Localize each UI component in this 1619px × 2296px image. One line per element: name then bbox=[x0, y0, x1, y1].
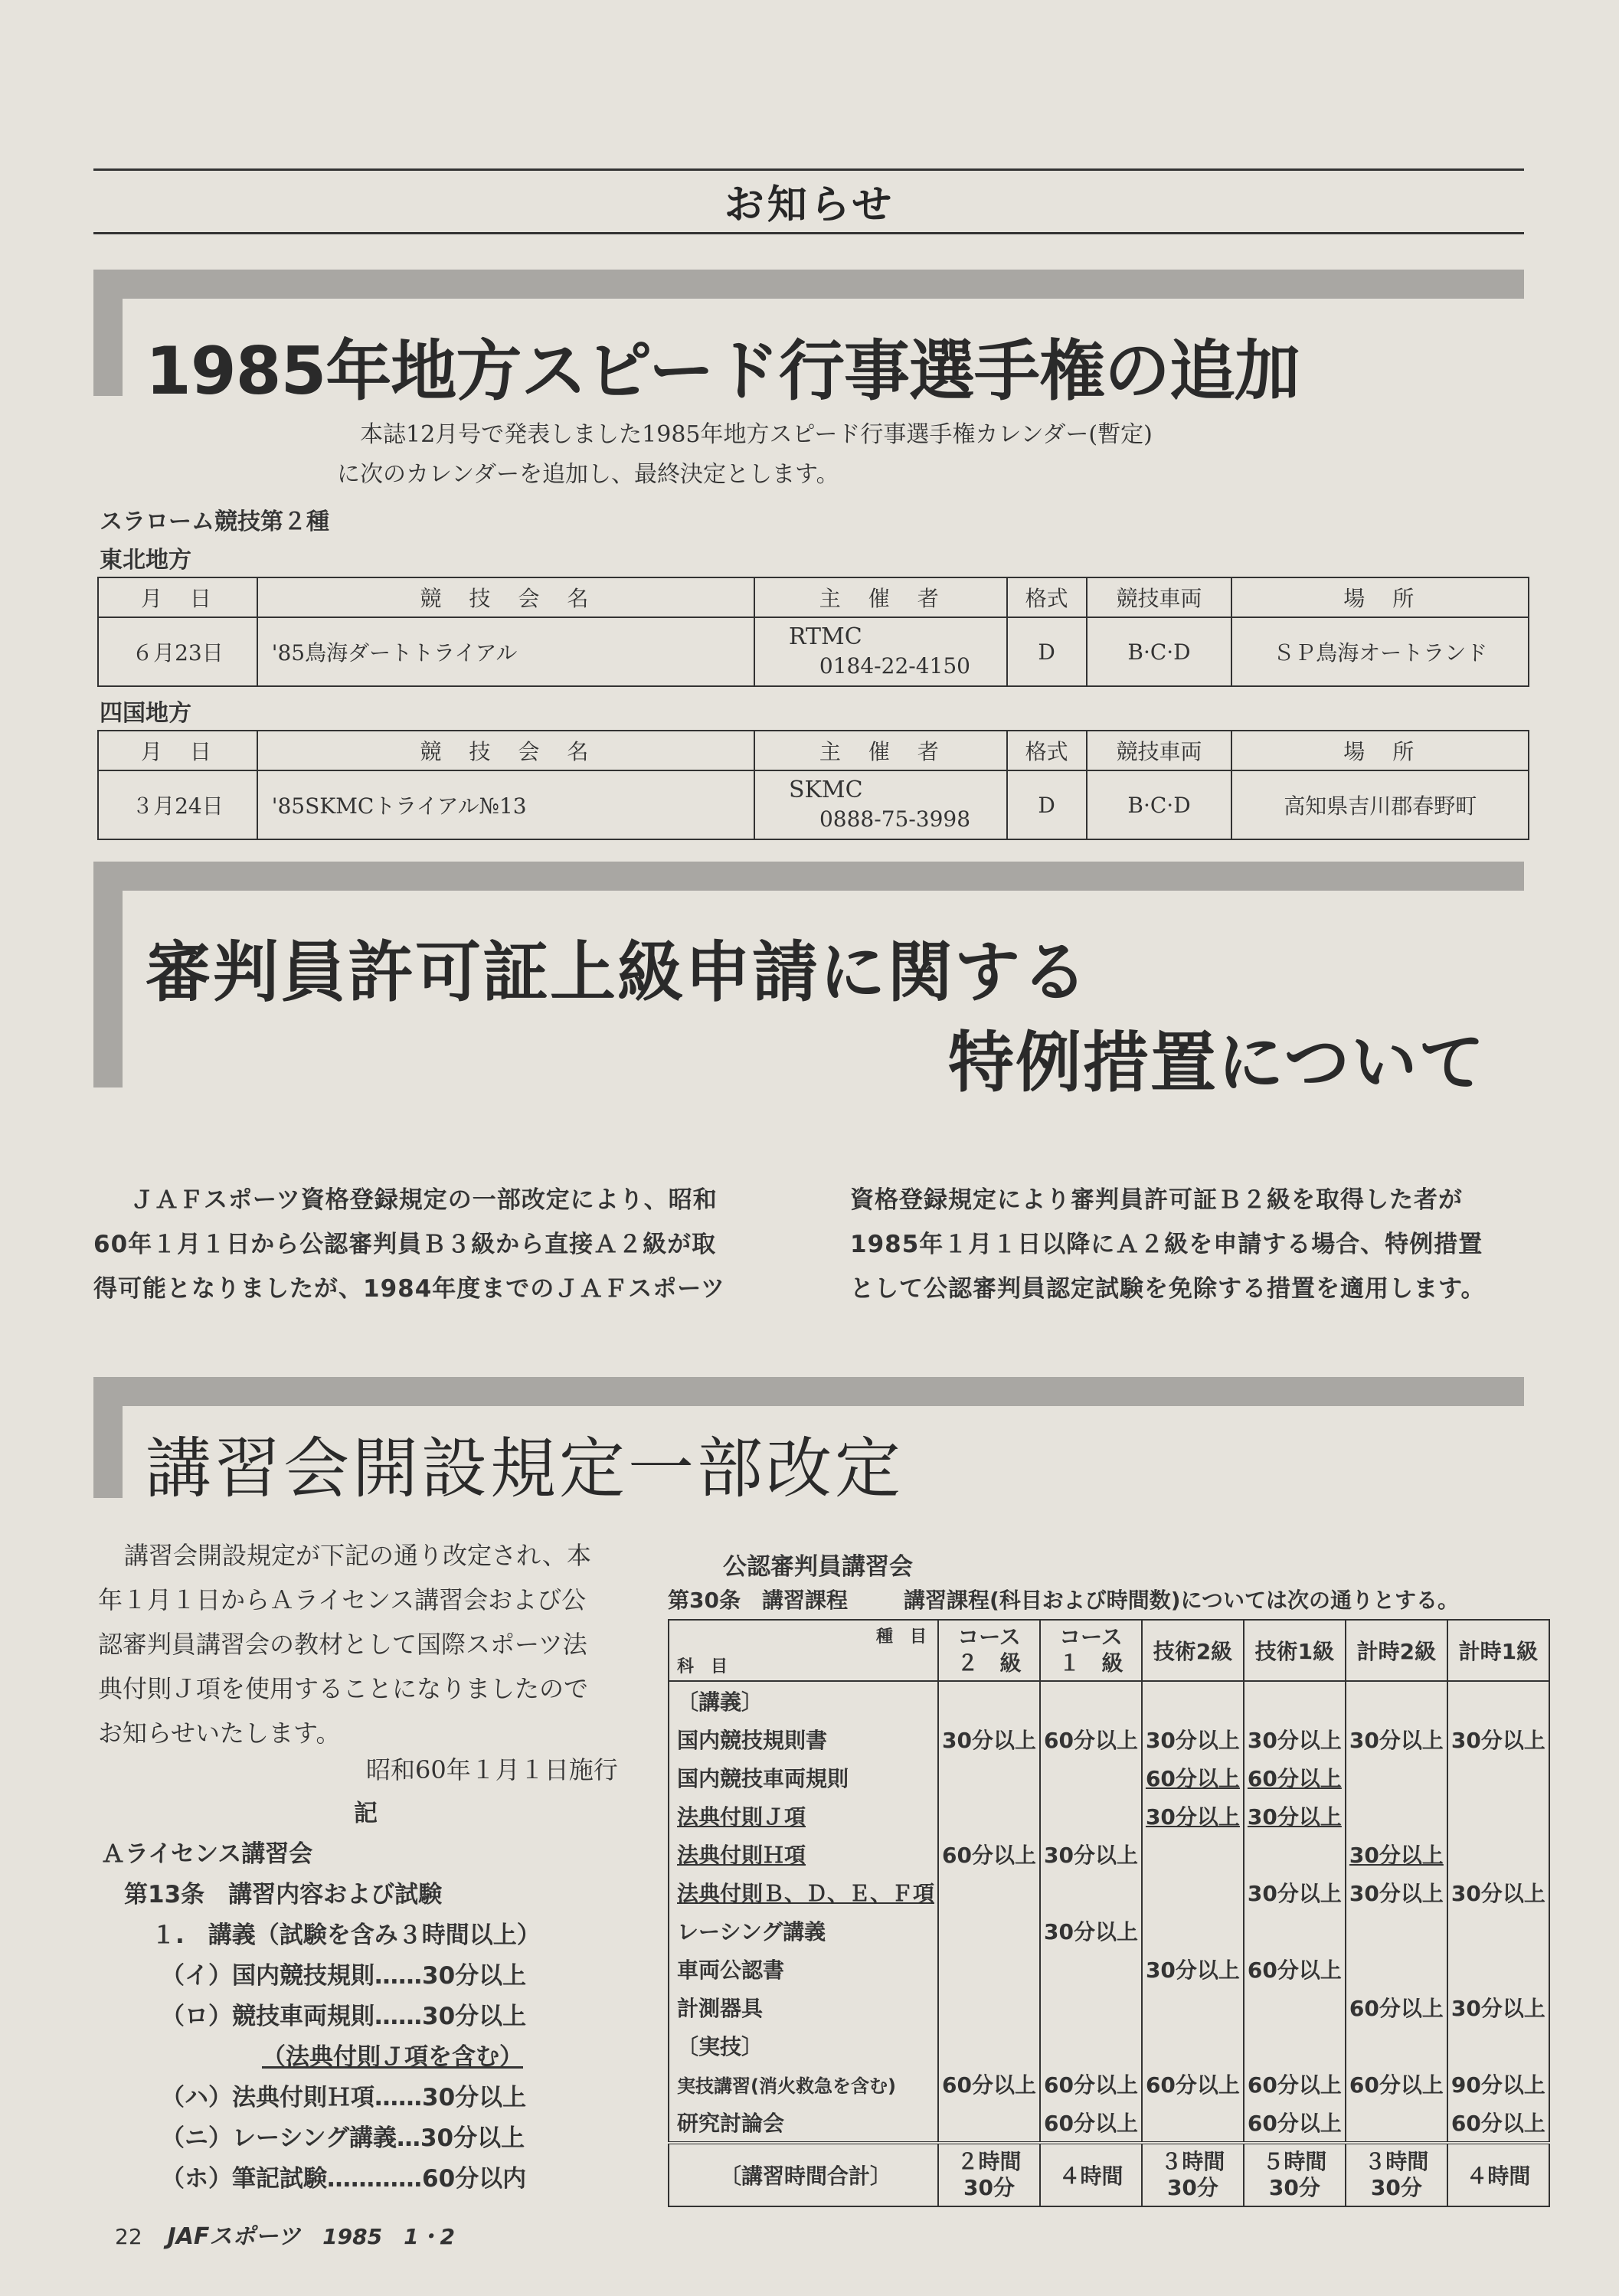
total-row bbox=[669, 2143, 1549, 2206]
cell-org bbox=[754, 770, 1007, 839]
row-cell: 30分以上 bbox=[1447, 1720, 1549, 1758]
table-row bbox=[98, 617, 1529, 686]
table-header-row bbox=[669, 1620, 1549, 1681]
tohoku-label: 東北地方 bbox=[100, 547, 191, 574]
col-grade: 格式 bbox=[1007, 731, 1087, 770]
table-row bbox=[669, 1797, 1549, 1835]
a-license-title: Ａライセンス講習会 bbox=[101, 1840, 313, 1868]
total-cell: ４時間 bbox=[1447, 2143, 1549, 2206]
hdr-course2: コース ２ 級 bbox=[938, 1620, 1040, 1681]
body-line-2: 年１月１日からＡライセンス講習会および公 bbox=[98, 1585, 587, 1614]
section1-intro bbox=[337, 415, 1153, 495]
banner-bar bbox=[93, 862, 1524, 891]
row-cell bbox=[1040, 1873, 1142, 1912]
row-cell bbox=[1447, 1758, 1549, 1797]
row-cell: 30分以上 bbox=[1142, 1720, 1244, 1758]
page-number: 22 bbox=[115, 2224, 142, 2249]
page-header: お知らせ bbox=[724, 182, 895, 228]
table-row bbox=[669, 1835, 1549, 1873]
table-header-row bbox=[98, 731, 1529, 770]
sub-ro-note: （法典付則Ｊ項を含む） bbox=[262, 2043, 523, 2071]
row-cell bbox=[938, 1950, 1040, 1988]
row-cell bbox=[1447, 1912, 1549, 1950]
row-cell: 30分以上 bbox=[1244, 1873, 1346, 1912]
section2-left-text bbox=[93, 1178, 726, 1311]
org-name: SKMC bbox=[788, 777, 863, 803]
judge-title: 公認審判員講習会 bbox=[723, 1553, 913, 1581]
org-name: RTMC bbox=[788, 623, 862, 650]
judge-course-table bbox=[668, 1619, 1550, 2207]
org-tel: 0184-22-4150 bbox=[819, 653, 970, 679]
row-cell: 30分以上 bbox=[1040, 1835, 1142, 1873]
table-row bbox=[669, 1681, 1549, 1720]
row-cell bbox=[1142, 1988, 1244, 2026]
row-cell: 60分以上 bbox=[1244, 1950, 1346, 1988]
table-row bbox=[669, 2103, 1549, 2143]
row-cell bbox=[1244, 2026, 1346, 2065]
table-row bbox=[669, 2065, 1549, 2103]
row-cell bbox=[1040, 1988, 1142, 2026]
row-cell: 60分以上 bbox=[1346, 2065, 1447, 2103]
cell-place: ＳＰ鳥海オートランド bbox=[1231, 617, 1529, 686]
total-cell: ５時間 30分 bbox=[1244, 2143, 1346, 2206]
row-cell: 60分以上 bbox=[1244, 2103, 1346, 2143]
col-place: 場 所 bbox=[1231, 577, 1529, 617]
corner-cell bbox=[669, 1620, 938, 1681]
row-cell: 60分以上 bbox=[938, 1835, 1040, 1873]
row-cell bbox=[1447, 2026, 1549, 2065]
left-line-3: 得可能となりましたが、1984年度までのＪＡＦスポーツ bbox=[93, 1275, 726, 1303]
col-date: 月 日 bbox=[98, 577, 257, 617]
section3-body bbox=[98, 1533, 591, 1755]
row-cell: 60分以上 bbox=[1244, 1758, 1346, 1797]
sub-ha: （ハ）法典付則Ｈ項……30分以上 bbox=[161, 2084, 527, 2111]
row-cell bbox=[1346, 2103, 1447, 2143]
row-cell bbox=[1346, 1912, 1447, 1950]
row-label: 国内競技車両規則 bbox=[677, 1766, 849, 1791]
row-cell bbox=[1244, 1681, 1346, 1720]
sub-i: （イ）国内競技規則……30分以上 bbox=[161, 1962, 527, 1990]
row-cell bbox=[938, 1988, 1040, 2026]
col-date: 月 日 bbox=[98, 731, 257, 770]
row-label: 国内競技規則書 bbox=[677, 1728, 828, 1753]
row-cell bbox=[1142, 2103, 1244, 2143]
cell-name: '85SKMCトライアル№13 bbox=[257, 770, 754, 839]
section2-title-line1: 審判員許可証上級申請に関する bbox=[146, 934, 1089, 1011]
table-row bbox=[669, 1912, 1549, 1950]
row-cell: 60分以上 bbox=[1040, 2103, 1142, 2143]
row-cell bbox=[1346, 1950, 1447, 1988]
row-cell bbox=[938, 1681, 1040, 1720]
row-label: 法典付則Ｊ項 bbox=[677, 1804, 806, 1830]
body-line-3: 認審判員講習会の教材として国際スポーツ法 bbox=[98, 1630, 587, 1659]
row-cell bbox=[938, 2026, 1040, 2065]
section2-right-text bbox=[850, 1178, 1486, 1311]
row-cell bbox=[1244, 1912, 1346, 1950]
col-cars: 競技車両 bbox=[1087, 731, 1232, 770]
left-line-2: 60年１月１日から公認審判員Ｂ３級から直接Ａ２級が取 bbox=[93, 1231, 717, 1258]
col-org: 主 催 者 bbox=[754, 577, 1007, 617]
row-cell bbox=[1447, 1797, 1549, 1835]
section2-title-line2: 特例措置について bbox=[948, 1025, 1487, 1101]
row-cell: 30分以上 bbox=[1346, 1835, 1447, 1873]
row-cell bbox=[1447, 1950, 1549, 1988]
cell-cars: B·C·D bbox=[1087, 770, 1232, 839]
shikoku-calendar-table bbox=[97, 730, 1529, 840]
row-cell bbox=[1142, 2026, 1244, 2065]
row-label: 〔実技〕 bbox=[677, 2034, 764, 2059]
row-cell bbox=[1244, 1988, 1346, 2026]
article-30: 第30条 講習課程 bbox=[668, 1588, 848, 1613]
right-line-3: として公認審判員認定試験を免除する措置を適用します。 bbox=[850, 1275, 1486, 1303]
item-1: １. 講義（試験を含み３時間以上） bbox=[152, 1922, 541, 1949]
row-cell bbox=[1142, 1912, 1244, 1950]
row-cell bbox=[938, 2103, 1040, 2143]
ki-label: 記 bbox=[354, 1800, 378, 1827]
tohoku-calendar-table bbox=[97, 577, 1529, 687]
row-cell bbox=[1040, 1797, 1142, 1835]
col-place: 場 所 bbox=[1231, 731, 1529, 770]
cell-name: '85鳥海ダートトライアル bbox=[257, 617, 754, 686]
total-cell: ３時間 30分 bbox=[1346, 2143, 1447, 2206]
row-cell bbox=[1040, 2026, 1142, 2065]
magazine-logo: JAFスポーツ bbox=[167, 2223, 301, 2250]
row-cell bbox=[1447, 1835, 1549, 1873]
hdr-timing1: 計時1級 bbox=[1447, 1620, 1549, 1681]
table-row bbox=[98, 770, 1529, 839]
row-cell: 30分以上 bbox=[1447, 1988, 1549, 2026]
total-cell: ２時間 30分 bbox=[938, 2143, 1040, 2206]
total-cell: ４時間 bbox=[1040, 2143, 1142, 2206]
sub-ho: （ホ）筆記試験…………60分以内 bbox=[161, 2165, 527, 2193]
table-header-row bbox=[98, 577, 1529, 617]
cell-cars: B·C·D bbox=[1087, 617, 1232, 686]
row-cell bbox=[938, 1873, 1040, 1912]
table-row bbox=[669, 2026, 1549, 2065]
row-cell bbox=[1142, 1873, 1244, 1912]
effective-date: 昭和60年１月１日施行 bbox=[366, 1755, 618, 1784]
row-cell bbox=[1142, 1681, 1244, 1720]
row-cell bbox=[1346, 2026, 1447, 2065]
banner-bar bbox=[93, 1377, 1524, 1406]
cell-org bbox=[754, 617, 1007, 686]
row-cell bbox=[1346, 1681, 1447, 1720]
row-cell: 30分以上 bbox=[1346, 1873, 1447, 1912]
cell-grade: D bbox=[1007, 770, 1087, 839]
table-body bbox=[669, 1681, 1549, 2143]
hdr-timing2: 計時2級 bbox=[1346, 1620, 1447, 1681]
right-line-1: 資格登録規定により審判員許可証Ｂ２級を取得した者が bbox=[850, 1186, 1463, 1214]
row-cell: 30分以上 bbox=[1244, 1720, 1346, 1758]
cell-grade: D bbox=[1007, 617, 1087, 686]
row-cell bbox=[1447, 1681, 1549, 1720]
header-bottom-rule bbox=[93, 232, 1524, 234]
row-label: 実技講習(消火救急を含む) bbox=[677, 2075, 896, 2097]
footer bbox=[115, 2217, 455, 2251]
right-line-2: 1985年１月１日以降にＡ２級を申請する場合、特例措置 bbox=[850, 1231, 1483, 1258]
banner-side bbox=[93, 1377, 123, 1498]
table-row bbox=[669, 1950, 1549, 1988]
row-cell bbox=[1244, 1835, 1346, 1873]
corner-bottom: 科 目 bbox=[677, 1657, 728, 1676]
row-cell bbox=[1142, 1835, 1244, 1873]
body-line-1: 講習会開設規定が下記の通り改定され、本 bbox=[124, 1541, 591, 1570]
banner-bar bbox=[93, 270, 1524, 299]
sub-ni: （ニ）レーシング講義…30分以上 bbox=[161, 2124, 525, 2152]
intro-line-1: 本誌12月号で発表しました1985年地方スピード行事選手権カレンダー(暫定) bbox=[360, 421, 1153, 448]
row-cell: 60分以上 bbox=[1447, 2103, 1549, 2143]
table-row bbox=[669, 1758, 1549, 1797]
row-cell bbox=[1346, 1797, 1447, 1835]
intro-line-2: に次のカレンダーを追加し、最終決定とします。 bbox=[337, 461, 839, 488]
corner-top: 種 目 bbox=[876, 1627, 927, 1647]
cell-date: ３月24日 bbox=[98, 770, 257, 839]
section3-title: 講習会開設規定一部改定 bbox=[146, 1431, 904, 1507]
row-cell bbox=[1346, 1758, 1447, 1797]
row-label: 法典付則Ｂ、Ｄ、Ｅ、Ｆ項 bbox=[677, 1881, 935, 1906]
row-label: レーシング講義 bbox=[677, 1919, 826, 1944]
row-label: 〔講義〕 bbox=[677, 1689, 764, 1715]
col-name: 競 技 会 名 bbox=[257, 577, 754, 617]
col-org: 主 催 者 bbox=[754, 731, 1007, 770]
hdr-course1: コース １ 級 bbox=[1040, 1620, 1142, 1681]
org-tel: 0888-75-3998 bbox=[819, 806, 971, 832]
row-cell bbox=[938, 1797, 1040, 1835]
body-line-5: お知らせいたします。 bbox=[98, 1719, 341, 1748]
body-line-4: 典付則Ｊ項を使用することになりましたので bbox=[98, 1674, 589, 1703]
col-grade: 格式 bbox=[1007, 577, 1087, 617]
shikoku-label: 四国地方 bbox=[100, 700, 191, 727]
row-label: 研究討論会 bbox=[677, 2111, 785, 2136]
banner-side bbox=[93, 270, 123, 396]
article-13: 第13条 講習内容および試験 bbox=[124, 1881, 443, 1908]
cell-date: ６月23日 bbox=[98, 617, 257, 686]
row-cell: 60分以上 bbox=[1346, 1988, 1447, 2026]
row-cell bbox=[1040, 1758, 1142, 1797]
col-cars: 競技車両 bbox=[1087, 577, 1232, 617]
total-label: 〔講習時間合計〕 bbox=[669, 2143, 938, 2206]
row-cell bbox=[1040, 1950, 1142, 1988]
category-label: スラローム競技第２種 bbox=[100, 509, 329, 535]
left-line-1: ＪＡＦスポーツ資格登録規定の一部改定により、昭和 bbox=[130, 1186, 718, 1214]
row-cell: 30分以上 bbox=[1142, 1797, 1244, 1835]
row-cell: 30分以上 bbox=[1142, 1950, 1244, 1988]
row-cell: 60分以上 bbox=[1040, 2065, 1142, 2103]
row-cell: 30分以上 bbox=[1346, 1720, 1447, 1758]
sub-ro: （ロ）競技車両規則……30分以上 bbox=[161, 2003, 527, 2030]
table-row bbox=[669, 1873, 1549, 1912]
row-cell bbox=[938, 1758, 1040, 1797]
row-cell: 30分以上 bbox=[1244, 1797, 1346, 1835]
row-cell: 60分以上 bbox=[1040, 1720, 1142, 1758]
issue-label: 1985 1・2 bbox=[322, 2224, 456, 2249]
row-cell: 30分以上 bbox=[1040, 1912, 1142, 1950]
article-30-text: 講習課程(科目および時間数)については次の通りとする。 bbox=[904, 1588, 1460, 1613]
row-label: 法典付則Ｈ項 bbox=[677, 1843, 806, 1868]
hdr-tech2: 技術2級 bbox=[1142, 1620, 1244, 1681]
header-top-rule bbox=[93, 168, 1524, 171]
row-label: 計測器具 bbox=[677, 1996, 764, 2021]
cell-place: 高知県吉川郡春野町 bbox=[1231, 770, 1529, 839]
row-cell bbox=[938, 1912, 1040, 1950]
row-cell: 60分以上 bbox=[1244, 2065, 1346, 2103]
row-cell: 60分以上 bbox=[1142, 1758, 1244, 1797]
row-cell: 30分以上 bbox=[1447, 1873, 1549, 1912]
row-cell bbox=[1040, 1681, 1142, 1720]
table-row bbox=[669, 1988, 1549, 2026]
row-label: 車両公認書 bbox=[677, 1957, 785, 1983]
table-row bbox=[669, 1720, 1549, 1758]
row-cell: 60分以上 bbox=[1142, 2065, 1244, 2103]
row-cell: 90分以上 bbox=[1447, 2065, 1549, 2103]
row-cell: 30分以上 bbox=[938, 1720, 1040, 1758]
row-cell: 60分以上 bbox=[938, 2065, 1040, 2103]
total-cell: ３時間 30分 bbox=[1142, 2143, 1244, 2206]
col-name: 競 技 会 名 bbox=[257, 731, 754, 770]
section1-title: 1985年地方スピード行事選手権の追加 bbox=[146, 333, 1300, 410]
banner-side bbox=[93, 862, 123, 1087]
hdr-tech1: 技術1級 bbox=[1244, 1620, 1346, 1681]
